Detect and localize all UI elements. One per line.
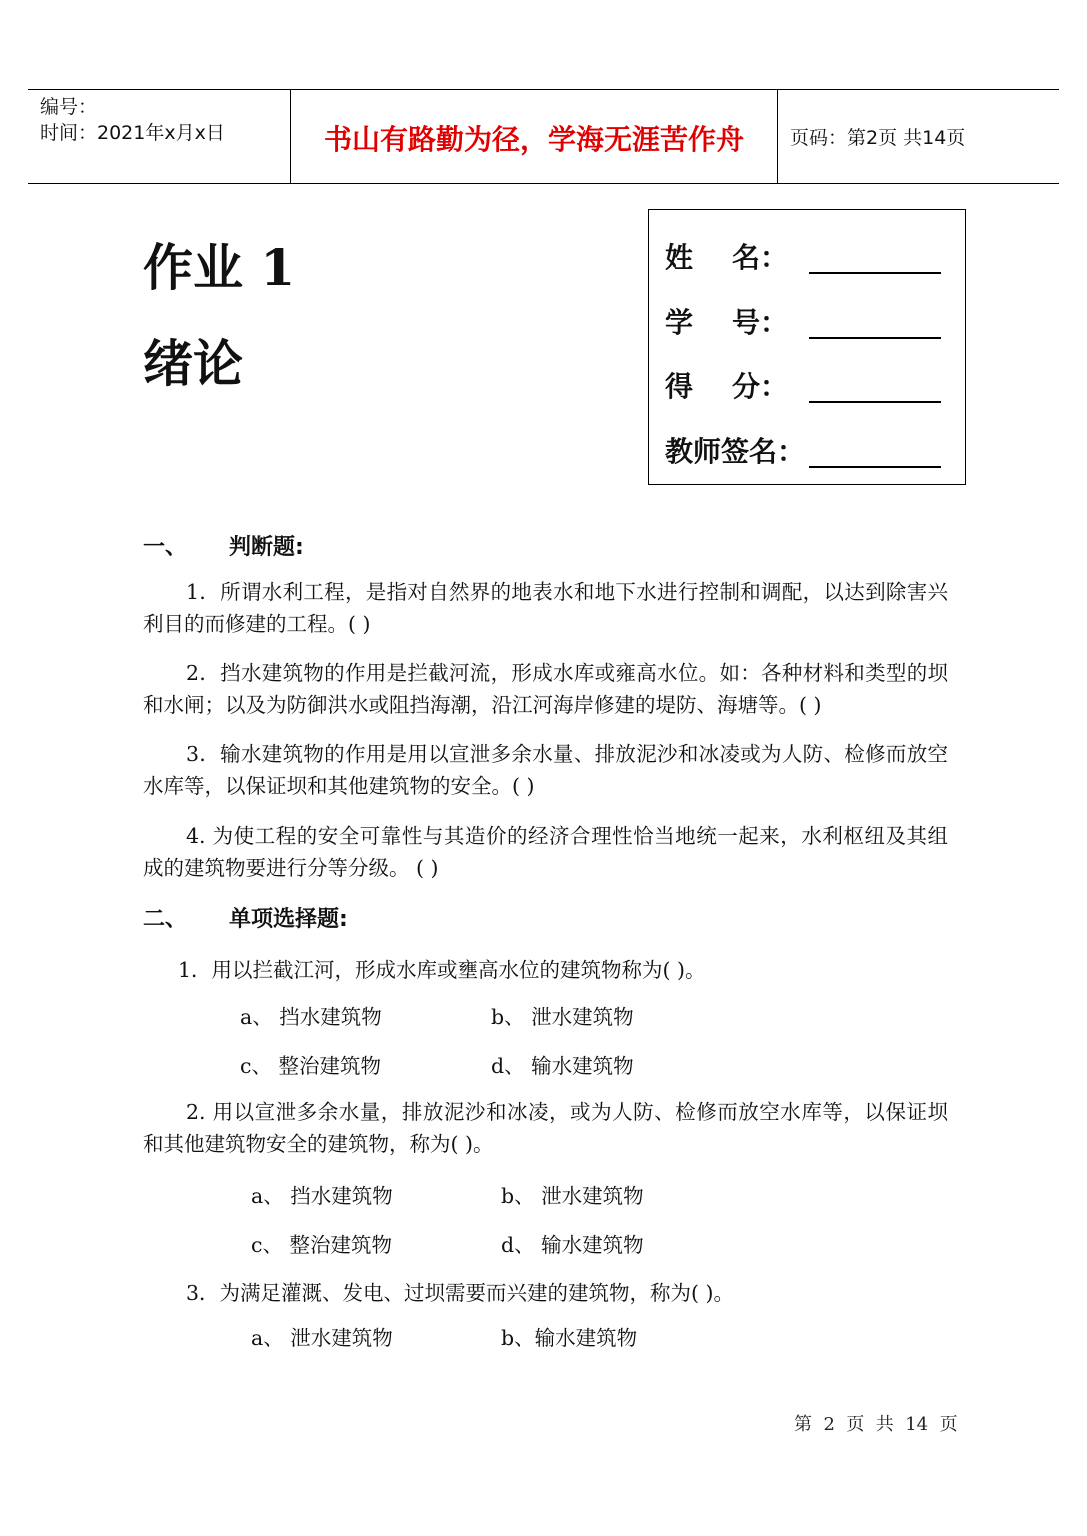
document-header: [28, 89, 1059, 184]
number-label: 编号：: [40, 96, 98, 118]
question-text: 1．用以拦截江河，形成水库或壅高水位的建筑物称为( )。: [178, 958, 706, 982]
option-b: b、 泄水建筑物: [501, 1184, 644, 1208]
header-divider: [777, 90, 778, 183]
student-info-box: [648, 209, 966, 485]
question-text: 2. 用以宣泄多余水量，排放泥沙和冰凌，或为人防、检修而放空水库等，以保证坝和其他建筑物安全的建筑物，称为( )。: [143, 1100, 948, 1156]
header-meta: [40, 94, 225, 146]
option-c: c、 整治建筑物: [240, 1054, 381, 1078]
true-false-item: 4. 为使工程的安全可靠性与其造价的经济合理性恰当地统一起来，水利枢纽及其组成的建筑物要进行分等分级。 ( ): [143, 824, 948, 880]
page-footer: 第 2 页 共 14 页: [794, 1414, 958, 1435]
teacher-sign-label: 教师签名：: [665, 435, 806, 468]
date-label: 时间：2021年x月x日: [40, 122, 225, 144]
header-page-number: 页码：第2页 共14页: [790, 127, 966, 149]
chapter-title: 绪论: [143, 334, 243, 393]
name-field[interactable]: [809, 272, 941, 274]
option-b: b、 泄水建筑物: [491, 1005, 634, 1029]
header-motto: 书山有路勤为径，学海无涯苦作舟: [323, 123, 744, 156]
section-heading-true-false: [143, 530, 304, 561]
section-number: 一、: [143, 535, 188, 560]
score-field[interactable]: [809, 401, 941, 403]
teacher-sign-field[interactable]: [809, 466, 941, 468]
option-a: a、 挡水建筑物: [240, 1005, 382, 1029]
option-d: d、 输水建筑物: [501, 1233, 644, 1257]
name-label: 姓 名：: [665, 241, 788, 274]
question-text: 3．为满足灌溉、发电、过坝需要而兴建的建筑物，称为( )。: [186, 1281, 735, 1305]
option-c: c、 整治建筑物: [251, 1233, 392, 1257]
option-d: d、 输水建筑物: [491, 1054, 634, 1078]
option-a: a、 泄水建筑物: [251, 1326, 393, 1350]
true-false-item: 1．所谓水利工程，是指对自然界的地表水和地下水进行控制和调配，以达到除害兴利目的而修建的工程。( ): [143, 580, 948, 636]
section-heading-single-choice: [143, 902, 348, 933]
option-b: b、输水建筑物: [501, 1326, 638, 1350]
section-title: 单项选择题:: [229, 907, 348, 932]
true-false-item: 3．输水建筑物的作用是用以宣泄多余水量、排放泥沙和冰凌或为人防、检修而放空水库等，以保证坝和其他建筑物的安全。( ): [143, 742, 948, 798]
true-false-item: 2．挡水建筑物的作用是拦截河流，形成水库或雍高水位。如：各种材料和类型的坝和水闸；以及为防御洪水或阻挡海潮，沿江河海岸修建的堤防、海塘等。( ): [143, 661, 948, 717]
option-a: a、 挡水建筑物: [251, 1184, 393, 1208]
assignment-title: 作业 1: [143, 238, 296, 297]
student-id-label: 学 号：: [665, 306, 788, 339]
student-id-field[interactable]: [809, 337, 941, 339]
section-title: 判断题:: [229, 535, 304, 560]
score-label: 得 分：: [665, 370, 788, 403]
section-number: 二、: [143, 907, 188, 932]
